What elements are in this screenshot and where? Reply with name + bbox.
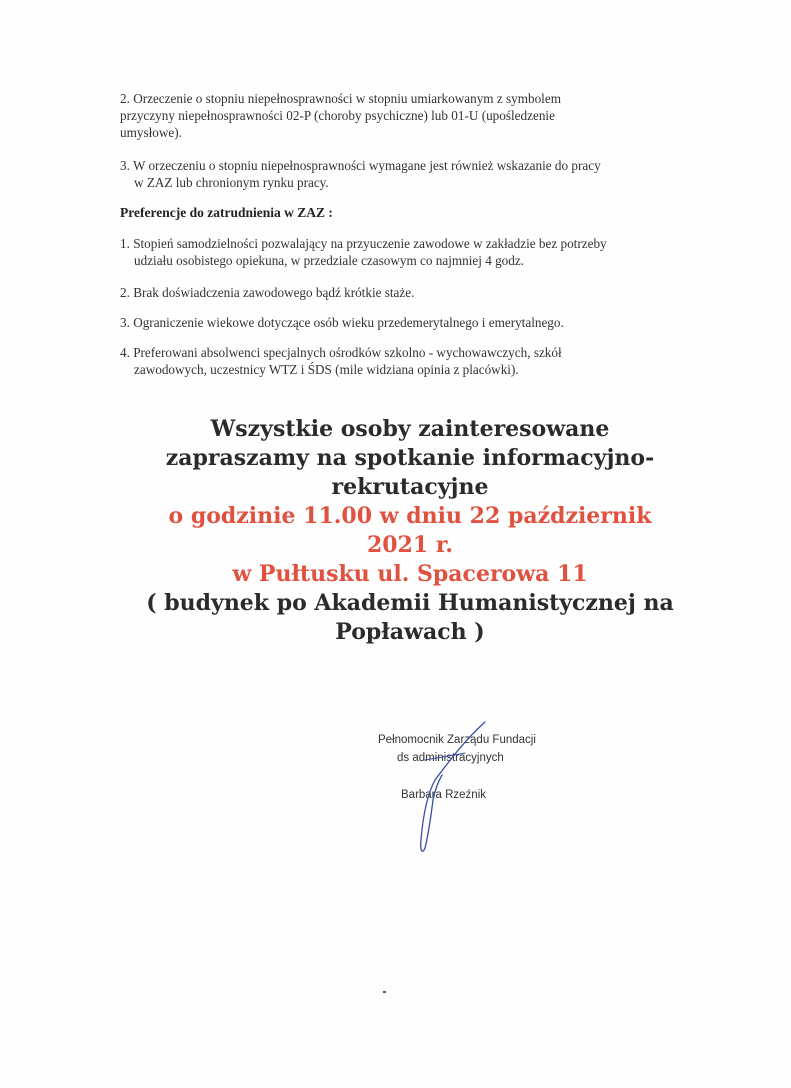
requirement-item-3 [120, 157, 680, 191]
announcement-line-3: rekrutacyjne [331, 474, 489, 500]
signature-title-line-1: Pełnomocnik Zarządu Fundacji [378, 734, 536, 746]
preference-item-4 [120, 344, 680, 378]
meeting-announcement [100, 415, 720, 647]
scan-speck [383, 991, 386, 993]
announcement-address: w Pułtusku ul. Spacerowa 11 [232, 561, 588, 587]
handwritten-signature [395, 720, 505, 860]
requirement-item-2-line3: umysłowe). [120, 125, 182, 140]
preferences-heading: Preferencje do zatrudnienia w ZAZ : [120, 205, 333, 220]
preference-item-1-line2: udziału osobistego opiekuna, w przedziale czasowym co najmniej 4 godz. [134, 253, 525, 268]
announcement-time-date: o godzinie 11.00 w dniu 22 październik [168, 503, 652, 529]
requirement-item-2 [120, 90, 680, 141]
announcement-building-line-2: Popławach ) [335, 619, 485, 645]
preference-item-1-line1: 1. Stopień samodzielności pozwalający na przyuczenie zawodowe w zakładzie bez potrzeby [120, 236, 607, 251]
preference-item-1 [120, 235, 680, 269]
signature-name: Barbara Rzeźnik [401, 789, 487, 801]
announcement-building-line-1: ( budynek po Akademii Humanistycznej na [146, 590, 674, 616]
preference-item-4-line2: zawodowych, uczestnicy WTZ i ŚDS (mile widziana opinia z placówki). [134, 362, 519, 377]
preference-item-4-line1: 4. Preferowani absolwenci specjalnych ośrodków szkolno - wychowawczych, szkół [120, 345, 562, 360]
requirement-item-2-line1: 2. Orzeczenie o stopniu niepełnosprawności w stopniu umiarkowanym z symbolem [120, 91, 561, 106]
preference-item-3: 3. Ograniczenie wiekowe dotyczące osób wieku przedemerytalnego i emerytalnego. [120, 315, 564, 330]
requirement-item-3-line1: 3. W orzeczeniu o stopniu niepełnosprawności wymagane jest również wskazanie do pracy [120, 158, 601, 173]
requirement-item-3-line2: w ZAZ lub chronionym rynku pracy. [134, 175, 329, 190]
announcement-line-1: Wszystkie osoby zainteresowane [210, 416, 610, 442]
requirement-item-2-line2: przyczyny niepełnosprawności 02-P (choroby psychiczne) lub 01-U (upośledzenie [120, 108, 555, 123]
preference-item-2: 2. Brak doświadczenia zawodowego bądź krótkie staże. [120, 285, 415, 300]
signature-title-line-2: ds administracyjnych [397, 752, 504, 764]
announcement-line-2: zapraszamy na spotkanie informacyjno- [165, 445, 655, 471]
announcement-year: 2021 r. [366, 532, 454, 558]
